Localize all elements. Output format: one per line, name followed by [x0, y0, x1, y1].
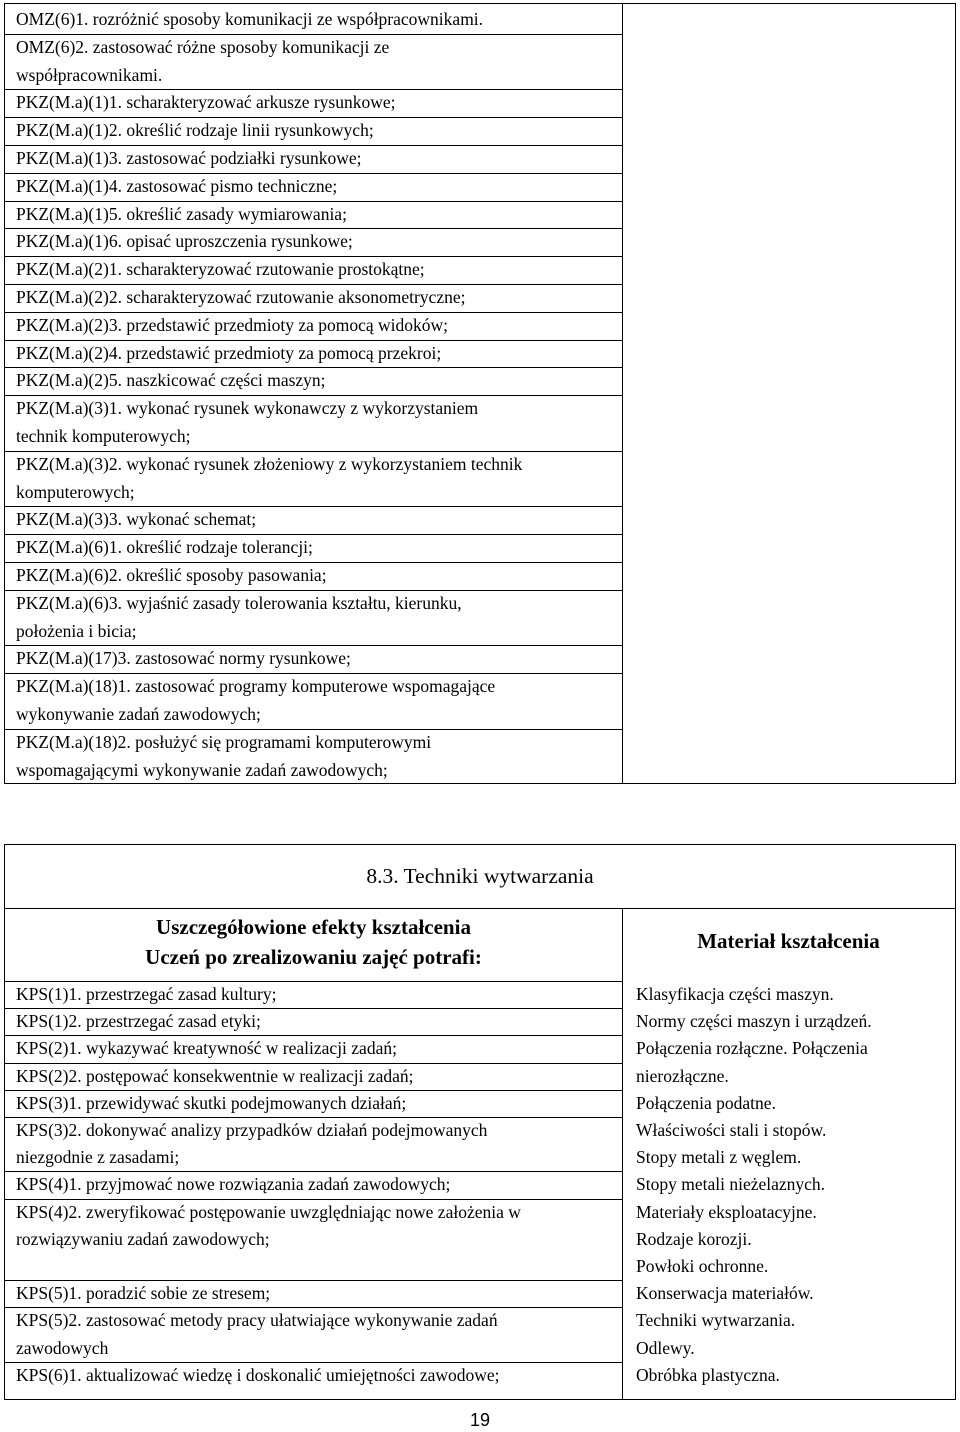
material-item: Materiały eksploatacyjne.	[636, 1201, 817, 1222]
list-item-line: KPS(1)1. przestrzegać zasad kultury;	[16, 984, 277, 1004]
list-item-line: KPS(4)2. zweryfikować postępowanie uwzględniając nowe założenia w	[16, 1201, 521, 1222]
column-divider	[622, 4, 623, 783]
row-separator	[5, 1035, 622, 1036]
list-item	[16, 256, 616, 284]
list-item-line: KPS(3)1. przewidywać skutki podejmowanych działań;	[16, 1092, 407, 1113]
list-item-line: PKZ(M.a)(18)2. posłużyć się programami komputerowymi	[16, 731, 432, 752]
list-item	[16, 590, 616, 646]
list-item-line: PKZ(M.a)(1)4. zastosować pismo techniczne;	[16, 175, 338, 196]
list-item-line: rozwiązywaniu zadań zawodowych;	[16, 1228, 270, 1249]
list-item	[16, 228, 616, 256]
list-item-line: PKZ(M.a)(1)1. scharakteryzować arkusze rysunkowe;	[16, 92, 396, 113]
list-item	[16, 1035, 616, 1062]
list-item	[16, 395, 616, 451]
list-item	[16, 1117, 616, 1171]
list-item-line: PKZ(M.a)(2)5. naszkicować części maszyn;	[16, 370, 326, 391]
list-item-line	[16, 1253, 616, 1280]
list-item	[16, 1199, 616, 1281]
row-separator	[5, 1280, 622, 1281]
list-item	[16, 173, 616, 201]
list-item	[16, 340, 616, 368]
section-title: 8.3. Techniki wytwarzania	[366, 864, 594, 888]
material-item: Stopy metali nieżelaznych.	[636, 1174, 826, 1195]
list-item-line: PKZ(M.a)(1)2. określić rodzaje linii rysunkowych;	[16, 120, 374, 141]
list-item	[16, 89, 616, 117]
list-item-line: OMZ(6)2. zastosować różne sposoby komunikacji ze	[16, 36, 390, 57]
page-number: 19	[469, 1410, 491, 1430]
list-item	[16, 981, 616, 1008]
row-separator	[5, 117, 622, 118]
row-separator	[5, 562, 622, 563]
row-separator	[5, 201, 622, 202]
list-item	[16, 1090, 616, 1117]
list-item-line: PKZ(M.a)(1)5. określić zasady wymiarowania;	[16, 203, 347, 224]
row-separator	[5, 284, 622, 285]
list-item-line: KPS(2)2. postępować konsekwentnie w realizacji zadań;	[16, 1065, 414, 1086]
row-separator	[5, 367, 622, 368]
material-item: Rodzaje korozji.	[636, 1228, 752, 1249]
kps-outcomes-list	[16, 981, 616, 1389]
list-item-line: PKZ(M.a)(3)3. wykonać schemat;	[16, 509, 257, 530]
list-item-line: wspomagającymi wykonywanie zadań zawodowych;	[16, 759, 388, 780]
row-separator	[5, 1171, 622, 1172]
list-item	[16, 451, 616, 507]
list-item	[16, 1280, 616, 1307]
list-item-line: wykonywanie zadań zawodowych;	[16, 703, 261, 724]
list-item	[16, 312, 616, 340]
outcomes-header-line2: Uczeń po zrealizowaniu zajęć potrafi:	[145, 945, 482, 969]
list-item-line: PKZ(M.a)(2)1. scharakteryzować rzutowanie prostokątne;	[16, 259, 425, 280]
list-item-line: niezgodnie z zasadami;	[16, 1147, 180, 1168]
material-item: Stopy metali z węglem.	[636, 1147, 802, 1168]
list-item	[16, 1307, 616, 1361]
list-item-line: KPS(3)2. dokonywać analizy przypadków działań podejmowanych	[16, 1120, 488, 1141]
row-separator	[5, 645, 622, 646]
material-item: Odlewy.	[636, 1337, 695, 1358]
list-item-line: PKZ(M.a)(2)2. scharakteryzować rzutowanie aksonometryczne;	[16, 286, 466, 307]
list-item	[16, 506, 616, 534]
section-table	[4, 844, 956, 1400]
row-separator	[5, 1008, 622, 1009]
list-item-line: położenia i bicia;	[16, 620, 137, 641]
list-item-line: technik komputerowych;	[16, 425, 191, 446]
list-item-line: PKZ(M.a)(17)3. zastosować normy rysunkowe;	[16, 648, 351, 669]
list-item-line: PKZ(M.a)(3)1. wykonać rysunek wykonawczy z wykorzystaniem	[16, 398, 479, 419]
row-separator	[5, 1199, 622, 1200]
material-list	[636, 981, 936, 1389]
material-item: Techniki wytwarzania.	[636, 1310, 796, 1331]
list-item	[16, 117, 616, 145]
section-title-row	[5, 845, 955, 909]
list-item-line: zawodowych	[16, 1337, 109, 1358]
list-item	[16, 1171, 616, 1198]
list-item-line: współpracownikami.	[16, 64, 163, 85]
list-item-line: KPS(5)1. poradzić sobie ze stresem;	[16, 1283, 271, 1304]
list-item-line: OMZ(6)1. rozróżnić sposoby komunikacji ze współpracownikami.	[16, 9, 484, 29]
list-item-line: KPS(6)1. aktualizować wiedzę i doskonalić umiejętności zawodowe;	[16, 1364, 500, 1385]
list-item-line: PKZ(M.a)(2)3. przedstawić przedmioty za pomocą widoków;	[16, 314, 449, 335]
list-item	[16, 1063, 616, 1090]
material-item: Konserwacja materiałów.	[636, 1283, 814, 1304]
list-item-line: PKZ(M.a)(6)3. wyjaśnić zasady tolerowania kształtu, kierunku,	[16, 592, 462, 613]
material-item: Normy części maszyn i urządzeń.	[636, 1011, 872, 1032]
row-separator	[5, 534, 622, 535]
row-separator	[5, 451, 622, 452]
list-item	[16, 673, 616, 729]
row-separator	[5, 340, 622, 341]
row-separator	[5, 729, 622, 730]
list-item	[16, 34, 616, 90]
list-item-line: KPS(5)2. zastosować metody pracy ułatwiające wykonywanie zadań	[16, 1310, 498, 1331]
list-item	[16, 1008, 616, 1035]
row-separator	[5, 34, 622, 35]
list-item-line: PKZ(M.a)(1)6. opisać uproszczenia rysunkowe;	[16, 231, 353, 252]
row-separator	[5, 145, 622, 146]
material-item: Obróbka plastyczna.	[636, 1364, 780, 1385]
row-separator	[5, 228, 622, 229]
list-item	[16, 6, 616, 34]
list-item	[16, 201, 616, 229]
material-item: Połączenia podatne.	[636, 1092, 776, 1113]
row-separator	[5, 590, 622, 591]
list-item-line: PKZ(M.a)(18)1. zastosować programy komputerowe wspomagające	[16, 676, 496, 697]
list-item	[16, 729, 616, 785]
list-item-line: PKZ(M.a)(3)2. wykonać rysunek złożeniowy z wykorzystaniem technik	[16, 453, 523, 474]
list-item	[16, 645, 616, 673]
row-separator	[5, 673, 622, 674]
list-item-line: PKZ(M.a)(6)2. określić sposoby pasowania;	[16, 564, 327, 585]
list-item-line: PKZ(M.a)(2)4. przedstawić przedmioty za pomocą przekroi;	[16, 342, 442, 363]
list-item	[16, 562, 616, 590]
outcomes-header-line1: Uszczegółowione efekty kształcenia	[156, 915, 471, 939]
header-separator	[5, 981, 622, 982]
row-separator	[5, 89, 622, 90]
list-item-line: KPS(1)2. przestrzegać zasad etyki;	[16, 1011, 261, 1032]
list-item-line: PKZ(M.a)(1)3. zastosować podziałki rysunkowe;	[16, 147, 362, 168]
row-separator	[5, 506, 622, 507]
material-item: Połączenia rozłączne. Połączenia	[636, 1038, 868, 1059]
list-item	[16, 1362, 616, 1389]
list-item-line: KPS(4)1. przyjmować nowe rozwiązania zadań zawodowych;	[16, 1174, 451, 1195]
list-item	[16, 284, 616, 312]
top-table	[4, 3, 956, 784]
material-header-label: Materiał kształcenia	[697, 929, 880, 953]
list-item	[16, 367, 616, 395]
row-separator	[5, 256, 622, 257]
row-separator	[5, 1362, 622, 1363]
material-item: Klasyfikacja części maszyn.	[636, 984, 834, 1004]
material-item: nierozłączne.	[636, 1065, 729, 1086]
material-item: Powłoki ochronne.	[636, 1256, 769, 1277]
row-separator	[5, 1090, 622, 1091]
list-item-line: PKZ(M.a)(6)1. określić rodzaje tolerancji;	[16, 537, 313, 558]
row-separator	[5, 395, 622, 396]
list-item	[16, 145, 616, 173]
row-separator	[5, 1307, 622, 1308]
list-item	[16, 534, 616, 562]
material-item: Właściwości stali i stopów.	[636, 1120, 827, 1141]
row-separator	[5, 1063, 622, 1064]
row-separator	[5, 1117, 622, 1118]
row-separator	[5, 173, 622, 174]
list-item-line: KPS(2)1. wykazywać kreatywność w realizacji zadań;	[16, 1038, 397, 1059]
list-item-line: komputerowych;	[16, 481, 135, 502]
row-separator	[5, 312, 622, 313]
